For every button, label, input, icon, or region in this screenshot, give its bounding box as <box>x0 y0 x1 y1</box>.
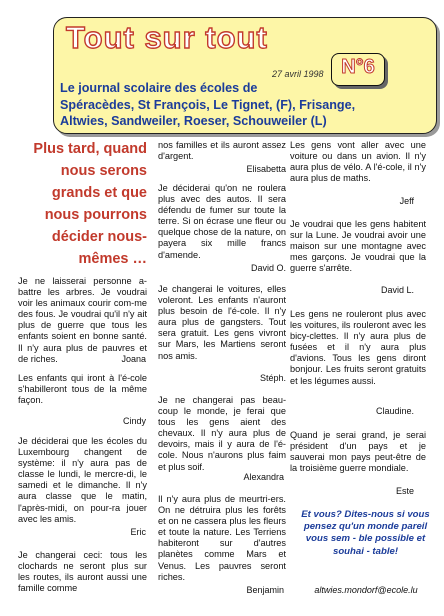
subtitle-line: Spéracèdes, St François, Le Tignet, (F), Frisange, <box>60 97 356 112</box>
issue-date: 27 avril 1998 <box>272 69 324 79</box>
headline: Plus tard, quand nous serons grands et que nous pourrons décider nous-mêmes … <box>33 141 147 267</box>
article-text: Je changerai ceci: tous les clochards ne seront plus sur les routes, ils auront aussi une famille comme <box>18 550 147 594</box>
article-text: Je changerai le voitures, elles voleront. Les enfants n'auront plus besoin de l'é-cole. Il n'y aura plus de gangsters. Tout sera gratuit. Les gens vivront sur Mars, les Martiens seront nos amis. <box>158 284 286 361</box>
article-text: Je déciderai que les écoles du Luxembourg changent de système: il n'y aura pas de classe le lundi, le mercre-di, le samedi et le dimanche. Il n'y aura classe que le matin, l'après-midi, on pour-ra jouer avec les amis. <box>18 436 147 524</box>
author-name: Claudine. <box>375 406 414 416</box>
article-text: Je ne changerai pas beau-coup le monde, je ferai que tous les gens aient des chevaux. Il n'y aura plus de devoirs, mais il y aura de l'é-cole. Nous n'aurons plus faim et plus soif. <box>158 395 286 472</box>
author-name: Joana <box>121 354 146 364</box>
author-name: Benjamin <box>246 585 284 595</box>
article-text: Les enfants qui iront à l'é-cole s'habilleront tous de la même façon. <box>18 373 147 406</box>
author-name: Elisabetta <box>246 164 286 174</box>
article-text: Il n'y aura plus de meurtri-ers. On ne détruira plus les forêts et on ne cassera plus les fleurs et toute la nature. Les Terriens habiteront sur d'autres planètes comme Mars et Venus. Les pauvres seront riches. <box>158 494 286 582</box>
author-name: Este <box>395 486 414 496</box>
journal-title: Tout sur tout <box>66 20 268 55</box>
article-text: Je déciderai qu'on ne roulera plus avec des autos. Il sera défendu de fumer sur toute la terre. Si on écrase une fleur ou quelque chose de la nature, on payera six mille francs d'amende. <box>158 183 286 260</box>
author-name: Stéph. <box>259 373 286 383</box>
author-name: David O. <box>250 263 286 273</box>
article-text: Je voudrai que les gens habitent sur la Lune. Je voudrai avoir une maison sur une montagne avec mes garçons. Je voudrai que la guerre s'arrête. <box>290 219 426 274</box>
article-text: Quand je serai grand, je serai président d'un pays et je sauverai mon pays peut-être de la troisième guerre mondiale. <box>290 430 426 474</box>
author-name: Eric <box>130 527 146 537</box>
author-name: Alexandra <box>243 472 284 482</box>
subtitle-line: Le journal scolaire des écoles de <box>60 81 258 95</box>
author-name: Jeff <box>399 196 414 206</box>
issue-number: N°6 <box>341 56 375 78</box>
article-text: nos familles et ils auront assez d'argent. <box>158 140 286 162</box>
author-name: Cindy <box>122 416 146 426</box>
article-text: Je ne laisserai personne a-battre les arbres. Je voudrai voir les animaux courir com-me des fous. Je voudrai qu'il n'y ait plus de guerre que tous les enfants soient en bonne santé. Il n'y aura plus de pauvres et de riches. <box>18 276 147 364</box>
subtitle-line: Altwies, Sandweiler, Roeser, Schouweiler (L) <box>60 114 327 128</box>
journal-subtitle <box>60 80 420 130</box>
article-text: Les gens ne rouleront plus avec les voitures, ils rouleront avec les bicy-clettes. Il n'y aura plus de fusées et il n'y aura plus d'avions. Tous les gens diront bonjour. Les fruits seront gratuits et les légumes aussi. <box>290 309 426 386</box>
article-text: Les gens vont aller avec une voiture ou dans un avion. Il n'y aura plus de vélo. A l'é-cole, il n'y aura plus de maths. <box>290 140 426 184</box>
contact-email[interactable]: altwies.mondorf@ecole.lu <box>314 585 418 595</box>
reader-question: Et vous? Dites-nous si vous pensez qu'un monde pareil vous sem - ble possible et souhai - table! <box>301 509 430 557</box>
author-name: David L. <box>380 285 414 295</box>
